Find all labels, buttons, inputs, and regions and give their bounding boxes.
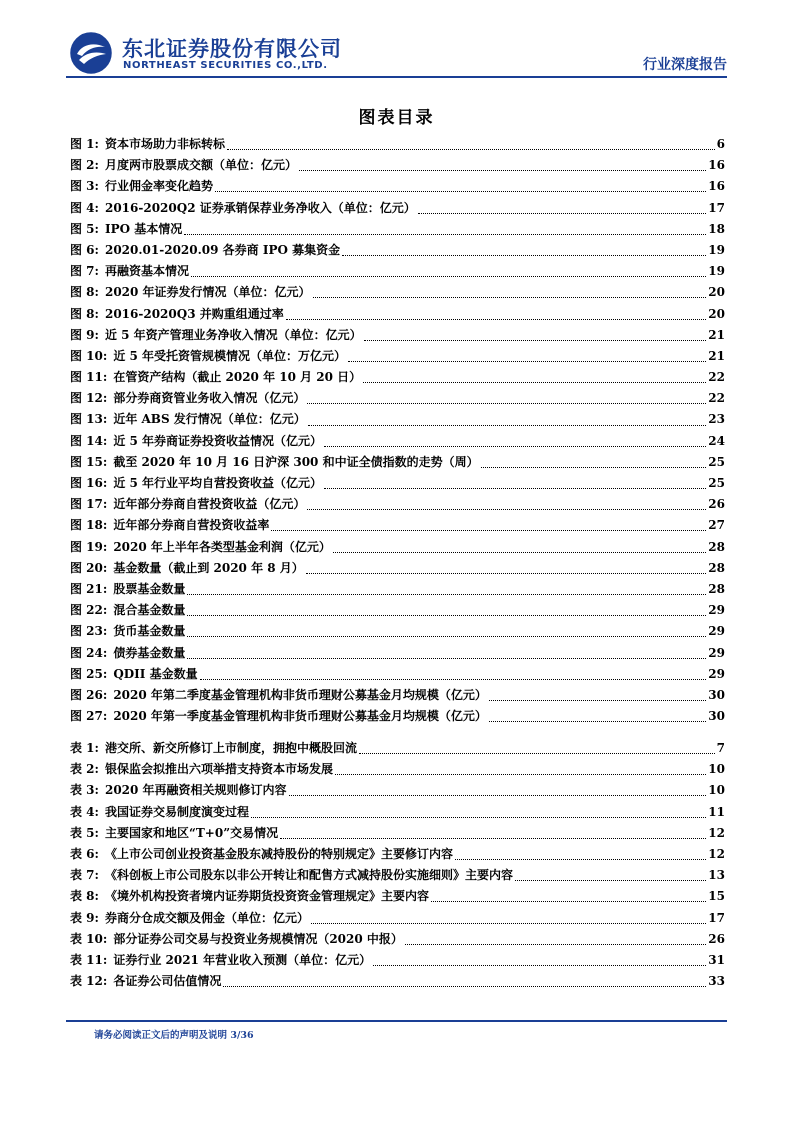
toc-entry-title: 银保监会拟推出六项举措支持资本市场发展 (104, 762, 333, 777)
toc-entry-page: 23 (708, 412, 725, 427)
toc-entry-page: 33 (708, 974, 725, 989)
footer-disclaimer: 请务必阅读正文后的声明及说明 (94, 1030, 228, 1041)
figure-toc-entry[interactable] (70, 622, 725, 643)
toc-entry-page: 19 (708, 242, 725, 257)
toc-entry-label: 图 19: (70, 539, 108, 554)
toc-entry-label: 图 11: (70, 370, 108, 385)
figure-toc-entry[interactable] (70, 283, 725, 304)
toc-entry-label: 图 17: (70, 497, 108, 512)
toc-entry-title: 2020.01-2020.09 各券商 IPO 募集资金 (104, 242, 341, 257)
figure-toc-entry[interactable] (70, 135, 725, 156)
toc-entry-title: 近年部分券商自营投资收益率 (113, 518, 270, 533)
toc-dot-leader (311, 923, 706, 924)
toc-dot-leader (363, 382, 706, 383)
toc-dot-leader (187, 594, 706, 595)
toc-entry-label: 图 27: (70, 709, 108, 724)
table-toc-entry[interactable] (70, 803, 725, 824)
toc-entry-label: 表 5: (70, 825, 99, 840)
toc-entry-page: 10 (708, 783, 725, 798)
toc-entry-label: 表 9: (70, 910, 99, 925)
toc-dot-leader (348, 361, 706, 362)
toc-entry-page: 28 (708, 581, 725, 596)
figure-toc-entry[interactable] (70, 644, 725, 665)
footer-page-number: 3/36 (230, 1030, 254, 1041)
table-toc-entry[interactable] (70, 972, 725, 993)
toc-entry-label: 图 16: (70, 476, 108, 490)
toc-entry-title: 月度两市股票成交额（单位：亿元） (104, 158, 297, 173)
toc-entry-title: 近 5 年受托资管规模情况（单位：万亿元） (113, 348, 347, 363)
table-toc-entry[interactable] (70, 909, 725, 930)
toc-entry-page: 29 (708, 666, 725, 681)
figure-toc-entry[interactable] (70, 326, 725, 347)
toc-dot-leader (227, 149, 715, 150)
toc-dot-leader (187, 615, 706, 616)
toc-entry-label: 图 18: (70, 518, 108, 533)
toc-dot-leader (431, 901, 706, 902)
toc-entry-page: 30 (708, 709, 725, 724)
toc-entry-title: 债券基金数量 (113, 645, 186, 660)
company-name-cn: 东北证券股份有限公司 (122, 37, 342, 61)
toc-dot-leader (215, 191, 706, 192)
toc-entry-page: 12 (708, 846, 725, 861)
company-name-en: NORTHEAST SECURITIES CO.,LTD. (123, 60, 328, 71)
toc-entry-page: 11 (708, 804, 725, 819)
figure-toc-entry[interactable] (70, 410, 725, 431)
toc-entry-page: 13 (708, 868, 725, 883)
toc-entry-label: 表 3: (70, 783, 99, 798)
toc-dot-leader (481, 467, 707, 468)
toc-dot-leader (455, 859, 706, 860)
figure-list (70, 135, 725, 728)
toc-entry-label: 图 3: (70, 179, 99, 194)
table-toc-entry[interactable] (70, 951, 725, 972)
toc-entry-page: 18 (708, 221, 725, 236)
toc-entry-label: 表 10: (70, 931, 108, 946)
toc-entry-page: 26 (708, 497, 725, 512)
toc-entry-title: 部分证券公司交易与投资业务规模情况（2020 中报） (113, 931, 403, 946)
figure-toc-entry[interactable] (70, 580, 725, 601)
toc-dot-leader (200, 679, 707, 680)
toc-dot-leader (223, 986, 706, 987)
toc-entry-page: 28 (708, 560, 725, 575)
toc-entry-page: 28 (708, 539, 725, 554)
figure-toc-entry[interactable] (70, 707, 725, 728)
toc-entry-title: 证券行业 2021 年营业收入预测（单位：亿元） (113, 952, 372, 967)
toc-entry-label: 图 22: (70, 603, 108, 618)
toc-entry-title: 近年 ABS 发行情况（单位：亿元） (113, 412, 306, 427)
toc-entry-page: 16 (708, 179, 725, 194)
toc-dot-leader (184, 234, 706, 235)
page-footer (94, 1027, 254, 1041)
figure-toc-entry[interactable] (70, 453, 725, 474)
figure-toc-entry[interactable] (70, 559, 725, 580)
toc-dot-leader (308, 425, 707, 426)
toc-entry-label: 图 26: (70, 687, 108, 702)
toc-dot-leader (364, 340, 707, 341)
toc-entry-label: 图 15: (70, 454, 108, 469)
toc-entry-page: 6 (716, 137, 725, 151)
toc-entry-page: 22 (708, 391, 725, 406)
toc-entry-title: 我国证券交易制度演变过程 (104, 804, 249, 819)
toc-entry-label: 图 12: (70, 391, 108, 406)
figure-toc-entry[interactable] (70, 220, 725, 241)
toc-entry-page: 21 (708, 327, 725, 342)
toc-entry-title: 行业佣金率变化趋势 (104, 179, 213, 194)
toc-entry-label: 表 1: (70, 741, 99, 755)
toc-entry-page: 25 (708, 476, 725, 490)
toc-entry-title: 再融资基本情况 (104, 264, 189, 279)
toc-entry-title: 券商分仓成交额及佣金（单位：亿元） (104, 910, 309, 925)
toc-dot-leader (187, 658, 706, 659)
toc-entry-title: IPO 基本情况 (104, 221, 183, 236)
toc-dot-leader (515, 880, 706, 881)
table-toc-entry[interactable] (70, 866, 725, 887)
toc-entry-label: 表 12: (70, 974, 108, 989)
toc-entry-label: 图 13: (70, 412, 108, 427)
toc-entry-title: 《科创板上市公司股东以非公开转让和配售方式减持股份实施细则》主要内容 (104, 868, 513, 883)
toc-dot-leader (313, 297, 707, 298)
toc-entry-label: 表 8: (70, 889, 99, 904)
figure-toc-entry[interactable] (70, 347, 725, 368)
toc-entry-title: 近年部分券商自营投资收益（亿元） (113, 497, 306, 512)
toc-entry-label: 图 8: (70, 285, 99, 300)
toc-entry-title: 2020 年第一季度基金管理机构非货币理财公募基金月均规模（亿元） (113, 709, 487, 724)
toc-entry-page: 27 (708, 518, 725, 533)
table-toc-entry[interactable] (70, 739, 725, 760)
toc-entry-label: 图 20: (70, 560, 108, 575)
toc-entry-page: 29 (708, 603, 725, 618)
toc-dot-leader (187, 636, 706, 637)
toc-entry-label: 图 8: (70, 306, 99, 321)
toc-entry-page: 12 (708, 825, 725, 840)
toc-entry-label: 表 7: (70, 868, 99, 883)
toc-dot-leader (251, 817, 706, 818)
table-toc-entry[interactable] (70, 781, 725, 802)
toc-dot-leader (299, 170, 706, 171)
toc-entry-title: 2020 年第二季度基金管理机构非货币理财公募基金月均规模（亿元） (113, 687, 487, 702)
toc-entry-title: 截至 2020 年 10 月 16 日沪深 300 和中证全债指数的走势（周） (113, 454, 479, 469)
toc-entry-label: 图 2: (70, 158, 99, 173)
toc-entry-label: 表 6: (70, 846, 99, 861)
toc-dot-leader (489, 700, 706, 701)
toc-entry-page: 22 (708, 370, 725, 385)
page-header (0, 0, 793, 80)
toc-dot-leader (335, 774, 706, 775)
figure-toc-entry[interactable] (70, 389, 725, 410)
toc-dot-leader (191, 276, 706, 277)
figure-toc-entry[interactable] (70, 199, 725, 220)
toc-entry-label: 图 9: (70, 327, 99, 342)
toc-entry-page: 31 (708, 952, 725, 967)
toc-entry-label: 图 24: (70, 645, 108, 660)
toc-dot-leader (306, 573, 707, 574)
toc-entry-title: 2020 年证券发行情况（单位：亿元） (104, 285, 311, 300)
toc-entry-page: 10 (708, 762, 725, 777)
toc-entry-page: 17 (708, 200, 725, 215)
toc-dot-leader (324, 446, 706, 447)
toc-dot-leader (342, 255, 706, 256)
toc-entry-title: 各证券公司估值情况 (113, 974, 222, 989)
toc-entry-title: 2016-2020Q3 并购重组通过率 (104, 306, 284, 321)
toc-entry-page: 20 (708, 285, 725, 300)
toc-entry-label: 图 10: (70, 348, 108, 363)
toc-entry-label: 表 4: (70, 804, 99, 819)
toc-entry-label: 图 23: (70, 624, 108, 639)
toc-entry-page: 16 (708, 158, 725, 173)
toc-entry-page: 15 (708, 889, 725, 904)
figure-toc-entry[interactable] (70, 368, 725, 389)
toc-entry-label: 图 7: (70, 264, 99, 279)
toc-entry-label: 图 14: (70, 433, 108, 448)
toc-dot-leader (489, 721, 706, 722)
toc-dot-leader (271, 530, 706, 531)
toc-entry-title: 近 5 年资产管理业务净收入情况（单位：亿元） (104, 327, 362, 342)
toc-entry-title: 混合基金数量 (113, 603, 186, 618)
figure-toc-entry[interactable] (70, 474, 725, 495)
toc-entry-title: 股票基金数量 (113, 581, 186, 596)
toc-entry-page: 25 (708, 454, 725, 469)
toc-entry-label: 图 6: (70, 242, 99, 257)
toc-dot-leader (289, 795, 707, 796)
toc-entry-page: 24 (708, 433, 725, 448)
toc-entry-title: 货币基金数量 (113, 624, 186, 639)
report-type-label: 行业深度报告 (643, 57, 727, 73)
table-toc-entry[interactable] (70, 760, 725, 781)
toc-dot-leader (307, 403, 706, 404)
toc-entry-title: 2020 年上半年各类型基金利润（亿元） (113, 539, 331, 554)
toc-entry-title: 资本市场助力非标转标 (104, 137, 225, 151)
table-toc-entry[interactable] (70, 887, 725, 908)
toc-entry-label: 图 21: (70, 581, 108, 596)
figure-toc-entry[interactable] (70, 516, 725, 537)
toc-entry-page: 29 (708, 645, 725, 660)
figure-toc-entry[interactable] (70, 156, 725, 177)
table-toc-entry[interactable] (70, 930, 725, 951)
toc-entry-label: 表 2: (70, 762, 99, 777)
toc-entry-page: 19 (708, 264, 725, 279)
table-list (70, 739, 725, 993)
toc-entry-title: 部分券商资管业务收入情况（亿元） (113, 391, 306, 406)
toc-dot-leader (324, 488, 706, 489)
figure-toc-entry[interactable] (70, 262, 725, 283)
footer-divider (66, 1020, 727, 1022)
toc-entry-page: 7 (716, 741, 725, 755)
figure-toc-entry[interactable] (70, 495, 725, 516)
figure-toc-entry[interactable] (70, 686, 725, 707)
figure-toc-entry[interactable] (70, 665, 725, 686)
toc-entry-page: 26 (708, 931, 725, 946)
page-title: 图表目录 (358, 108, 435, 128)
toc-entry-label: 表 11: (70, 952, 108, 967)
toc-entry-title: 2020 年再融资相关规则修订内容 (104, 783, 287, 798)
figure-toc-entry[interactable] (70, 601, 725, 622)
toc-entry-title: 基金数量（截止到 2020 年 8 月） (113, 560, 304, 575)
toc-entry-page: 21 (708, 348, 725, 363)
figure-toc-entry[interactable] (70, 241, 725, 262)
toc-entry-title: 2016-2020Q2 证券承销保荐业务净收入（单位：亿元） (104, 200, 416, 215)
toc-entry-title: QDII 基金数量 (113, 666, 198, 681)
toc-dot-leader (359, 753, 715, 754)
toc-entry-page: 30 (708, 687, 725, 702)
toc-entry-title: 港交所、新交所修订上市制度，拥抱中概股回流 (104, 741, 357, 755)
toc-entry-title: 主要国家和地区“T+0”交易情况 (104, 825, 279, 840)
figure-toc-entry[interactable] (70, 538, 725, 559)
figure-toc-entry[interactable] (70, 305, 725, 326)
toc-entry-label: 图 25: (70, 666, 108, 681)
figure-toc-entry[interactable] (70, 432, 725, 453)
table-toc-entry[interactable] (70, 845, 725, 866)
header-divider (66, 76, 727, 78)
toc-dot-leader (286, 319, 707, 320)
toc-entry-label: 图 1: (70, 137, 99, 151)
toc-dot-leader (280, 838, 706, 839)
toc-dot-leader (307, 509, 706, 510)
toc-entry-page: 17 (708, 910, 725, 925)
toc-dot-leader (405, 944, 706, 945)
toc-entry-title: 在管资产结构（截止 2020 年 10 月 20 日） (113, 370, 362, 385)
toc-entry-title: 近 5 年行业平均自营投资收益（亿元） (113, 476, 323, 490)
toc-entry-title: 近 5 年券商证券投资收益情况（亿元） (113, 433, 323, 448)
toc-entry-page: 20 (708, 306, 725, 321)
toc-dot-leader (333, 552, 706, 553)
table-toc-entry[interactable] (70, 824, 725, 845)
toc-dot-leader (418, 213, 707, 214)
toc-entry-label: 图 4: (70, 200, 99, 215)
toc-entry-label: 图 5: (70, 221, 99, 236)
toc-entry-title: 《境外机构投资者境内证券期货投资资金管理规定》主要内容 (104, 889, 429, 904)
toc-entry-page: 29 (708, 624, 725, 639)
toc-dot-leader (373, 965, 706, 966)
northeast-securities-logo-icon (70, 32, 112, 74)
toc-entry-title: 《上市公司创业投资基金股东减持股份的特别规定》主要修订内容 (104, 846, 453, 861)
figure-toc-entry[interactable] (70, 177, 725, 198)
